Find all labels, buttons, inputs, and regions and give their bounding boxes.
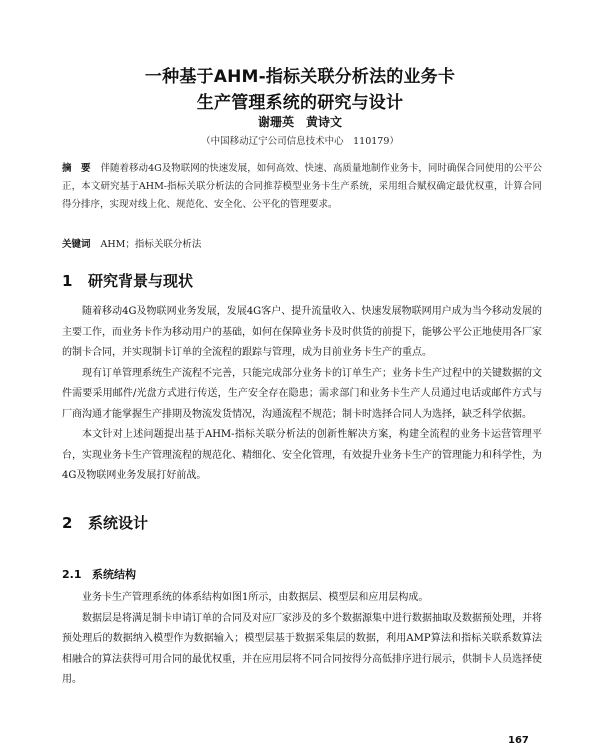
affiliation: （中国移动辽宁公司信息技术中心 110179） [201,136,399,147]
section-2-1-paragraph: 数据层是将满足制卡申请订单的合同及对应厂家涉及的多个数据源集中进行数据抽取及数据预处理，并将预处理后的数据纳入模型作为数据输入；模型层基于数据采集层的数据，利用AMP算法和指标关联系数算法相融合的算法获得可用合同的最优权重，并在应用层将不同合同按得分高低排序进行展示，供制卡人员选择使用。 [62,612,542,685]
keywords-label: 关键词 [62,239,91,250]
section-2-1-title: 系统结构 [92,568,136,581]
abstract-text: 伴随着移动4G及物联网的快速发展，如何高效、快速、高质量地制作业务卡，同时确保合同使用的公平公正，本文研究基于AHM-指标关联分析法的合同推荐模型业务卡生产系统，采用组合赋权确定最优权重，计算合同得分排序，实现对线上化、规范化、安全化、公平化的管理要求。 [62,163,542,210]
section-1-title: 研究背景与现状 [88,272,194,290]
section-2-heading [62,512,148,533]
keywords-text: AHM；指标关联分析法 [100,239,202,250]
section-1-paragraph: 随着移动4G及物联网业务发展，发展4G客户、提升流量收入、快速发展物联网用户成为当今移动发展的主要工作，而业务卡作为移动用户的基础，如何在保障业务卡及时供货的前提下，能够公平公正地使用各厂家的制卡合同，并实现制卡订单的全流程的跟踪与管理，成为目前业务卡生产的重点。 [62,306,542,358]
keywords [62,236,542,250]
section-2-title: 系统设计 [88,514,149,532]
page-number: 167 [508,735,529,746]
abstract [62,160,542,214]
authors: 谢珊英 黄诗文 [257,115,342,129]
section-1-paragraph: 本文针对上述问题提出基于AHM-指标关联分析法的创新性解决方案，构建全流程的业务卡运营管理平台，实现业务卡生产管理流程的规范化、精细化、安全化管理，有效提升业务卡生产的管理能力和科学性，为4G及物联网业务发展打好前战。 [62,429,542,481]
section-1-heading [62,270,193,291]
section-2-1-body [62,588,542,691]
section-2-1-heading [62,566,136,582]
section-2-number: 2 [62,514,73,532]
paper-title-line-2: 生产管理系统的研究与设计 [196,93,404,113]
paper-title-line-1: 一种基于AHM-指标关联分析法的业务卡 [144,67,456,87]
section-1-paragraph: 现有订单管理系统生产流程不完善，只能完成部分业务卡的订单生产；业务卡生产过程中的关键数据的文件需要采用邮件/光盘方式进行传送，生产安全存在隐患；需求部门和业务卡生产人员通过电话或邮件方式与厂商沟通才能掌握生产排期及物流发货情况，沟通流程不规范；制卡时选择合同人为选择，缺乏科学依据。 [62,367,542,420]
section-1-number: 1 [62,272,73,290]
abstract-label: 摘 要 [62,163,91,174]
section-2-1-paragraph: 业务卡生产管理系统的体系结构如图1所示，由数据层、模型层和应用层构成。 [82,592,429,603]
section-2-1-number: 2.1 [62,568,82,581]
section-1-body [62,302,542,487]
